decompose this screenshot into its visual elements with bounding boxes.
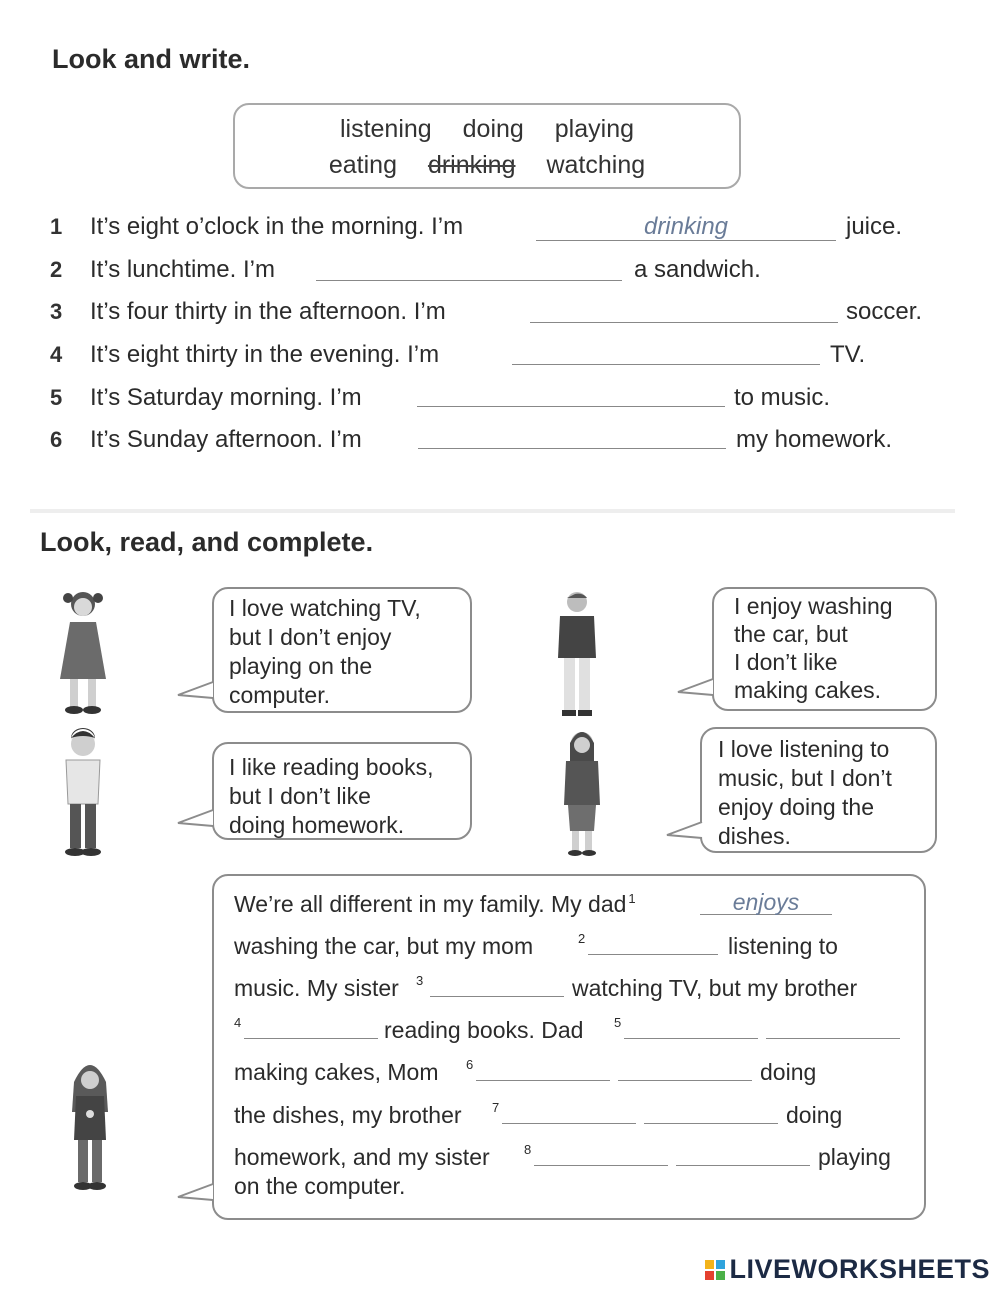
story-blank-3[interactable] [430, 968, 564, 997]
gap-number [576, 931, 587, 958]
question-after: to music. [734, 384, 831, 411]
question-text: It’s four thirty in the afternoon. I’m [90, 298, 446, 325]
word-listening: listening [339, 115, 432, 143]
bubble-line: I don’t like [734, 649, 838, 675]
story-text: homework, and my sister [234, 1144, 490, 1170]
gap-number [522, 1142, 533, 1169]
speech-bubble-mom [700, 727, 937, 853]
story-blank-2[interactable] [588, 926, 718, 955]
question-4 [50, 341, 440, 369]
story-text: the dishes, my brother [234, 1102, 462, 1128]
bubble-line: I love watching TV, [229, 595, 421, 621]
question-number: 5 [50, 385, 63, 410]
answer-blank-5[interactable] [417, 378, 725, 407]
story-text: We’re all different in my family. My dad [234, 891, 627, 917]
story-text: reading books. Dad [384, 1017, 584, 1043]
gap-number-6: 6 [466, 1057, 474, 1073]
logo-text: LIVEWORKSHEETS [729, 1254, 990, 1284]
gap-number-8: 8 [524, 1142, 532, 1158]
section2-heading: Look, read, and complete. [40, 527, 374, 557]
story-line-1 [234, 891, 638, 918]
liveworksheets-logo [705, 1254, 990, 1285]
speech-bubble-boy [212, 742, 472, 840]
gap-number: 1 [628, 891, 636, 907]
question-number: 4 [50, 342, 63, 367]
story-blank-7a[interactable] [502, 1095, 636, 1124]
logo-icon [705, 1260, 725, 1280]
question-number: 2 [50, 257, 63, 282]
story-blank-4[interactable] [244, 1010, 378, 1039]
speech-bubble-girl [212, 587, 472, 713]
bubble-tail [176, 806, 216, 830]
bubble-line: the car, but [734, 621, 848, 647]
bubble-line: but I don’t enjoy [229, 624, 392, 650]
word-watching: watching [546, 151, 646, 179]
word-eating: eating [328, 151, 397, 179]
section-divider [30, 509, 955, 513]
story-answer-1: enjoys [732, 889, 800, 915]
bubble-line: computer. [229, 682, 330, 708]
answer-1: drinking [643, 213, 729, 240]
question-after: my homework. [736, 426, 893, 453]
answer-blank-4[interactable] [512, 336, 820, 365]
gap-number [464, 1057, 475, 1084]
question-1 [50, 213, 464, 241]
gap-number-5: 5 [614, 1015, 622, 1031]
bubble-tail [676, 675, 716, 699]
sister-figure-illustration [62, 1060, 118, 1194]
question-text: It’s eight thirty in the evening. I’m [90, 341, 440, 368]
girl-figure-illustration [48, 584, 118, 718]
question-number: 1 [50, 214, 63, 239]
word-doing: doing [462, 115, 524, 143]
story-blank-8a[interactable] [534, 1137, 668, 1166]
story-blank-7b[interactable] [644, 1095, 778, 1124]
word-drinking-crossed: drinking [427, 151, 516, 179]
bubble-line: making cakes. [734, 677, 882, 703]
bubble-line: dishes. [718, 823, 791, 849]
question-after: a sandwich. [634, 256, 761, 283]
bubble-line: playing on the [229, 653, 373, 679]
bubble-line: but I don’t like [229, 783, 371, 809]
bubble-line: I like reading books, [229, 754, 434, 780]
answer-blank-3[interactable] [530, 294, 838, 323]
question-6 [50, 426, 362, 454]
story-blank-5b[interactable] [766, 1010, 900, 1039]
bubble-tail [665, 818, 705, 842]
story-text: doing [786, 1102, 843, 1128]
story-blank-8b[interactable] [676, 1137, 810, 1166]
question-3 [50, 298, 446, 326]
story-blank-6b[interactable] [618, 1052, 752, 1081]
gap-number-3: 3 [416, 973, 424, 989]
word-bank [233, 103, 741, 189]
gap-number-4: 4 [234, 1015, 242, 1031]
gap-number [414, 973, 425, 1000]
story-text: music. My sister [234, 975, 399, 1001]
story-text: on the computer. [234, 1173, 406, 1199]
story-text: doing [760, 1059, 817, 1085]
question-text: It’s eight o’clock in the morning. I’m [90, 213, 464, 240]
story-blank-5a[interactable] [624, 1010, 758, 1039]
question-5 [50, 384, 362, 412]
gap-number [612, 1015, 623, 1042]
bubble-line: doing homework. [229, 812, 405, 838]
boy-figure-illustration [52, 726, 114, 860]
gap-number [490, 1100, 501, 1127]
question-after: juice. [846, 213, 903, 240]
story-text: washing the car, but my mom [234, 933, 534, 959]
dad-figure-illustration [552, 588, 602, 720]
question-number: 6 [50, 427, 63, 452]
bubble-tail [176, 1180, 216, 1204]
bubble-line: enjoy doing the [718, 794, 875, 820]
speech-bubble-dad [712, 587, 937, 711]
bubble-line: I love listening to [718, 736, 890, 762]
story-text: making cakes, Mom [234, 1059, 439, 1085]
story-text: playing [818, 1144, 891, 1170]
word-playing: playing [554, 115, 635, 143]
question-text: It’s lunchtime. I’m [90, 256, 275, 283]
question-number: 3 [50, 299, 63, 324]
question-after: TV. [830, 341, 866, 368]
question-text: It’s Saturday morning. I’m [90, 384, 362, 411]
question-text: It’s Sunday afternoon. I’m [90, 426, 362, 453]
gap-number-7: 7 [492, 1100, 500, 1116]
answer-blank-2[interactable] [316, 252, 622, 281]
gap-number-2: 2 [578, 931, 586, 947]
story-blank-6a[interactable] [476, 1052, 610, 1081]
gap-number [232, 1015, 243, 1042]
story-text: watching TV, but my brother [572, 975, 858, 1001]
question-2 [50, 256, 275, 284]
bubble-tail [176, 678, 216, 702]
mom-figure-illustration [556, 727, 608, 859]
story-text: listening to [728, 933, 838, 959]
answer-blank-6[interactable] [418, 420, 726, 449]
bubble-line: I enjoy washing [734, 593, 893, 619]
bubble-line: music, but I don’t [718, 765, 892, 791]
section1-heading: Look and write. [52, 44, 251, 74]
question-after: soccer. [846, 298, 923, 325]
